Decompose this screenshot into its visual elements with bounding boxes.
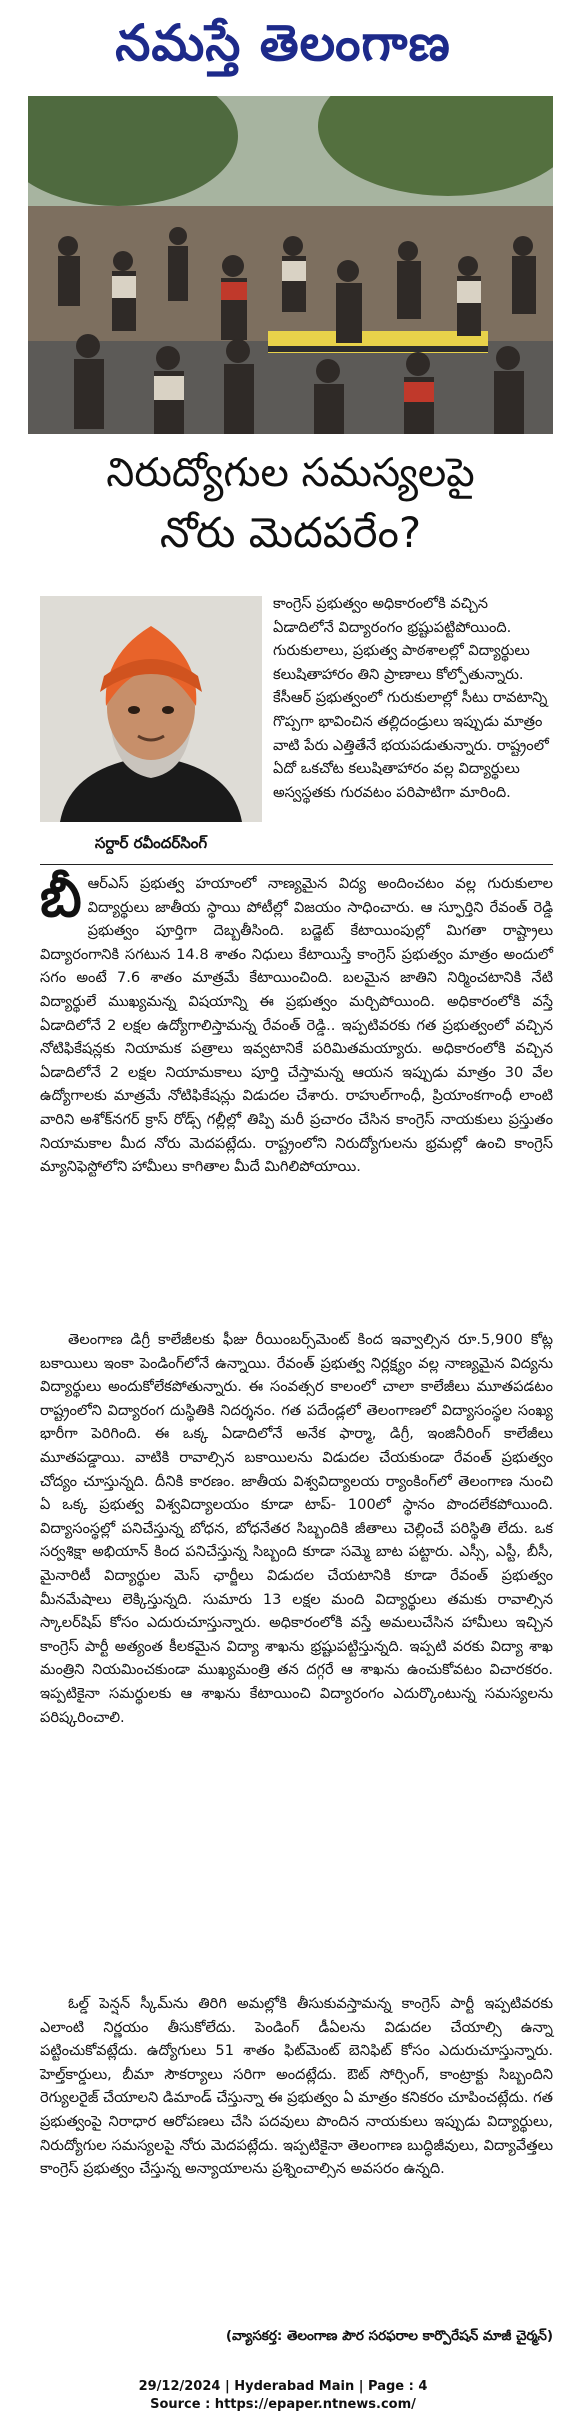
body-paragraph-2: తెలంగాణ డిగ్రీ కాలేజీలకు ఫీజు రీయింబర్స్‌మెంట్ కింద ఇవ్వాల్సిన రూ.5,900 కోట్ల బకాయిలు ఇంకా పెండింగ్‌లోనే ఉన్నాయి. రేవంత్ ప్రభుత్వ నిర్లక్ష్యం వల్ల నాణ్యమైన విద్యను విద్యార్థులు అందుకోలేకపోతున్నారు. ఈ సంవత్సర కాలంలో చాలా కాలేజీలు మూతపడటం రాష్ట్రంలోని విద్యారంగ దుస్థితికి నిదర్శనం. గత పదేండ్లలో తెలంగాణలో విద్యాసంస్థల సంఖ్య భారీగా పెరిగింది. ఈ ఒక్క ఏడాదిలోనే అనేక ఫార్మా, డిగ్రీ, ఇంజినీరింగ్ కాలేజీలు మూతపడ్డాయి. వాటికి రావాల్సిన బకాయిలను విడుదల చేయకుండా రేవంత్ ప్రభుత్వం చోద్యం చూస్తున్నది. దీనికి కారణం. జాతీయ విశ్వవిద్యాలయ ర్యాంకింగ్‌లో తెలంగాణ నుంచి ఏ ఒక్క ప్రభుత్వ విశ్వవిద్యాలయం కూడా టాప్- 100లో స్థానం పొందలేకపోయింది. విద్యాసంస్థల్లో పనిచేస్తున్న బోధన, బోధనేతర సిబ్బందికి జీతాలు చెల్లించే పరిస్థితి లేదు. ఒక సర్వశిక్షా అభియాన్ కింద పనిచేస్తున్న సిబ్బంది కూడా సమ్మె బాట పట్టారు. ఎస్సీ, ఎస్టీ, బీసీ, మైనారిటీ విద్యార్థుల మెస్ ఛార్జీలు విడుదల చేయటానికి కూడా రేవంత్ ప్రభుత్వం మీనమేషాలు లెక్కిస్తున్నది. సుమారు 13 లక్షల మంది విద్యార్థులు తమకు రావాల్సిన స్కాలర్‌షిప్ కోసం ఎదురుచూస్తున్నారు. అధికారంలోకి వస్తే అమలుచేసిన హామీలు ఇచ్చిన కాంగ్రెస్ పార్టీ అత్యంత కీలకమైన విద్యా శాఖను భ్రష్టుపట్టిస్తున్నది. ఇప్పటి వరకు విద్యా శాఖ మంత్రిని నియమించకుండా ముఖ్యమంత్రి తన దగ్గరే ఆ శాఖను ఉంచుకోవటం విచారకరం. ఇప్పటికైనా సమర్థులకు ఆ శాఖను కేటాయించి విద్యారంగం ఎదుర్కొంటున్న సమస్యలను పరిష్కరించాలి. [40, 1331, 553, 1726]
intro-text: కాంగ్రెస్ ప్రభుత్వం అధికారంలోకి వచ్చిన ఏడాదిలోనే విద్యారంగం భ్రష్టుపట్టిపోయింది. గురుకులాలు, ప్రభుత్వ పాఠశాలల్లో విద్యార్థులు కలుషితాహారం తిని ప్రాణాలు కోల్పోతున్నారు. కేసీఆర్ ప్రభుత్వంలో గురుకులాల్లో సీటు రావటాన్ని గొప్పగా భావించిన తల్లిదండ్రులు ఇప్పుడు మాత్రం వాటి పేరు ఎత్తితేనే భయపడుతున్నారు. రాష్ట్రంలో ఏదో ఒకచోట కలుషితాహారం వల్ల విద్యార్థులు అస్వస్థతకు గురవటం పరిపాటిగా మారింది. [273, 595, 549, 801]
body-paragraph-1-text: ఆర్ఎస్ ప్రభుత్వ హయాంలో నాణ్యమైన విద్య అందించటం వల్ల గురుకులాల విద్యార్థులు జాతీయ స్థాయి పోటీల్లో విజయం సాధించారు. ఆ స్ఫూర్తిని రేవంత్ రెడ్డి ప్రభుత్వం పూర్తిగా దెబ్బతీసింది. బడ్జెట్ కేటాయింపుల్లో మిగతా రాష్ట్రాలు విద్యారంగానికి సగటున 14.8 శాతం నిధులు కేటాయిస్తే కాంగ్రెస్ ప్రభుత్వం మాత్రం అందులో సగం అంటే 7.6 శాతం మాత్రమే కేటాయించింది. బలమైన జాతిని నిర్మించటానికి నేటి విద్యార్థులే ముఖ్యమన్న విషయాన్ని ఈ ప్రభుత్వం మర్చిపోయింది. అధికారంలోకి వస్తే ఏడాదిలోనే 2 లక్షల ఉద్యోగాలిస్తామన్న రేవంత్ రెడ్డి.. ఇప్పటివరకు గత ప్రభుత్వంలో వచ్చిన నోటిఫికేషన్లకు నియామక పత్రాలు ఇవ్వటానికే పరిమితమయ్యారు. అధికారంలోకి వచ్చిన ఏడాదిలోనే 2 లక్షల నియామకాలు పూర్తి చేస్తామన్న ఆయన ఇప్పుడు మాత్రం 30 వేల ఉద్యోగాలకు మాత్రమే నోటిఫికేషన్లు విడుదల చేశారు. రాహుల్‌గాంధీ, ప్రియాంకగాంధీ లాంటి వారిని అశోక్‌నగర్ క్రాస్ రోడ్స్ గల్లీల్లో తిప్పి మరీ ప్రచారం చేసిన కాంగ్రెస్ నాయకులు ప్రస్తుతం నియామకాల మీద నోరు మెదపట్లేదు. రాష్ట్రంలోని నిరుద్యోగులను భ్రమల్లో ఉంచి కాంగ్రెస్ మ్యానిఫెస్టోలోని హామీలు కాగితాల మీదే మిగిలిపోయాయి. [40, 875, 553, 1176]
footer-source: Source : https://epaper.ntnews.com/ [150, 2397, 416, 2412]
footer-date-edition: 29/12/2024 | Hyderabad Main | Page : 4 [138, 2379, 428, 2394]
author-photo [40, 596, 262, 822]
headline-line-1: నిరుద్యోగుల సమస్యలపై [106, 450, 475, 496]
author-name: సర్దార్ రవీందర్‌సింగ్ [94, 834, 208, 852]
masthead [0, 0, 566, 86]
author-portrait-image [40, 596, 262, 822]
divider [40, 864, 553, 865]
body-paragraph-3: ఓల్డ్ పెన్షన్ స్కీమ్‌ను తిరిగి అమల్లోకి తీసుకువస్తామన్న కాంగ్రెస్ పార్టీ ఇప్పటివరకు ఎలాంటి నిర్ణయం తీసుకోలేదు. పెండింగ్ డీఏలను విడుదల చేయాల్సి ఉన్నా పట్టించుకోవట్లేదు. ఉద్యోగులు 51 శాతం ఫిట్‌మెంట్ బెనిఫిట్ కోసం ఎదురుచూస్తున్నారు. హెల్త్‌కార్డులు, బీమా సౌకర్యాలు సరిగా అందట్లేదు. ఔట్ సోర్సింగ్, కాంట్రాక్టు సిబ్బందిని రెగ్యులరైజ్ చేయాలని డిమాండ్ చేస్తున్నా ఈ ప్రభుత్వం ఏ మాత్రం కనికరం చూపించట్లేదు. గత ప్రభుత్వంపై నిరాధార ఆరోపణలు చేసి పదవులు పొందిన నాయకులు ఇప్పుడు విద్యార్థులు, నిరుద్యోగుల సమస్యలపై నోరు మెదపట్లేదు. ఇప్పటికైనా తెలంగాణ బుద్ధిజీవులు, విద్యావేత్తలు కాంగ్రెస్ ప్రభుత్వం చేస్తున్న అన్యాయాలను ప్రశ్నించాల్సిన అవసరం ఉన్నది. [40, 1995, 553, 2178]
body-paragraph-1 [40, 866, 553, 1179]
newspaper-title: నమస్తే తెలంగాణ [115, 14, 451, 72]
protest-crowd-image [28, 96, 553, 434]
author-byline: (వ్యాసకర్త: తెలంగాణ పౌర సరఫరాల కార్పొరేషన్ మాజీ చైర్మన్) [225, 2328, 553, 2344]
headline-line-2: నోరు మెదపరేం? [159, 508, 422, 557]
protest-photo [28, 96, 553, 434]
drop-cap: బీ [40, 866, 82, 929]
article-clipping [28, 96, 553, 2431]
article-headline [28, 444, 553, 564]
page-footer [0, 2378, 566, 2414]
